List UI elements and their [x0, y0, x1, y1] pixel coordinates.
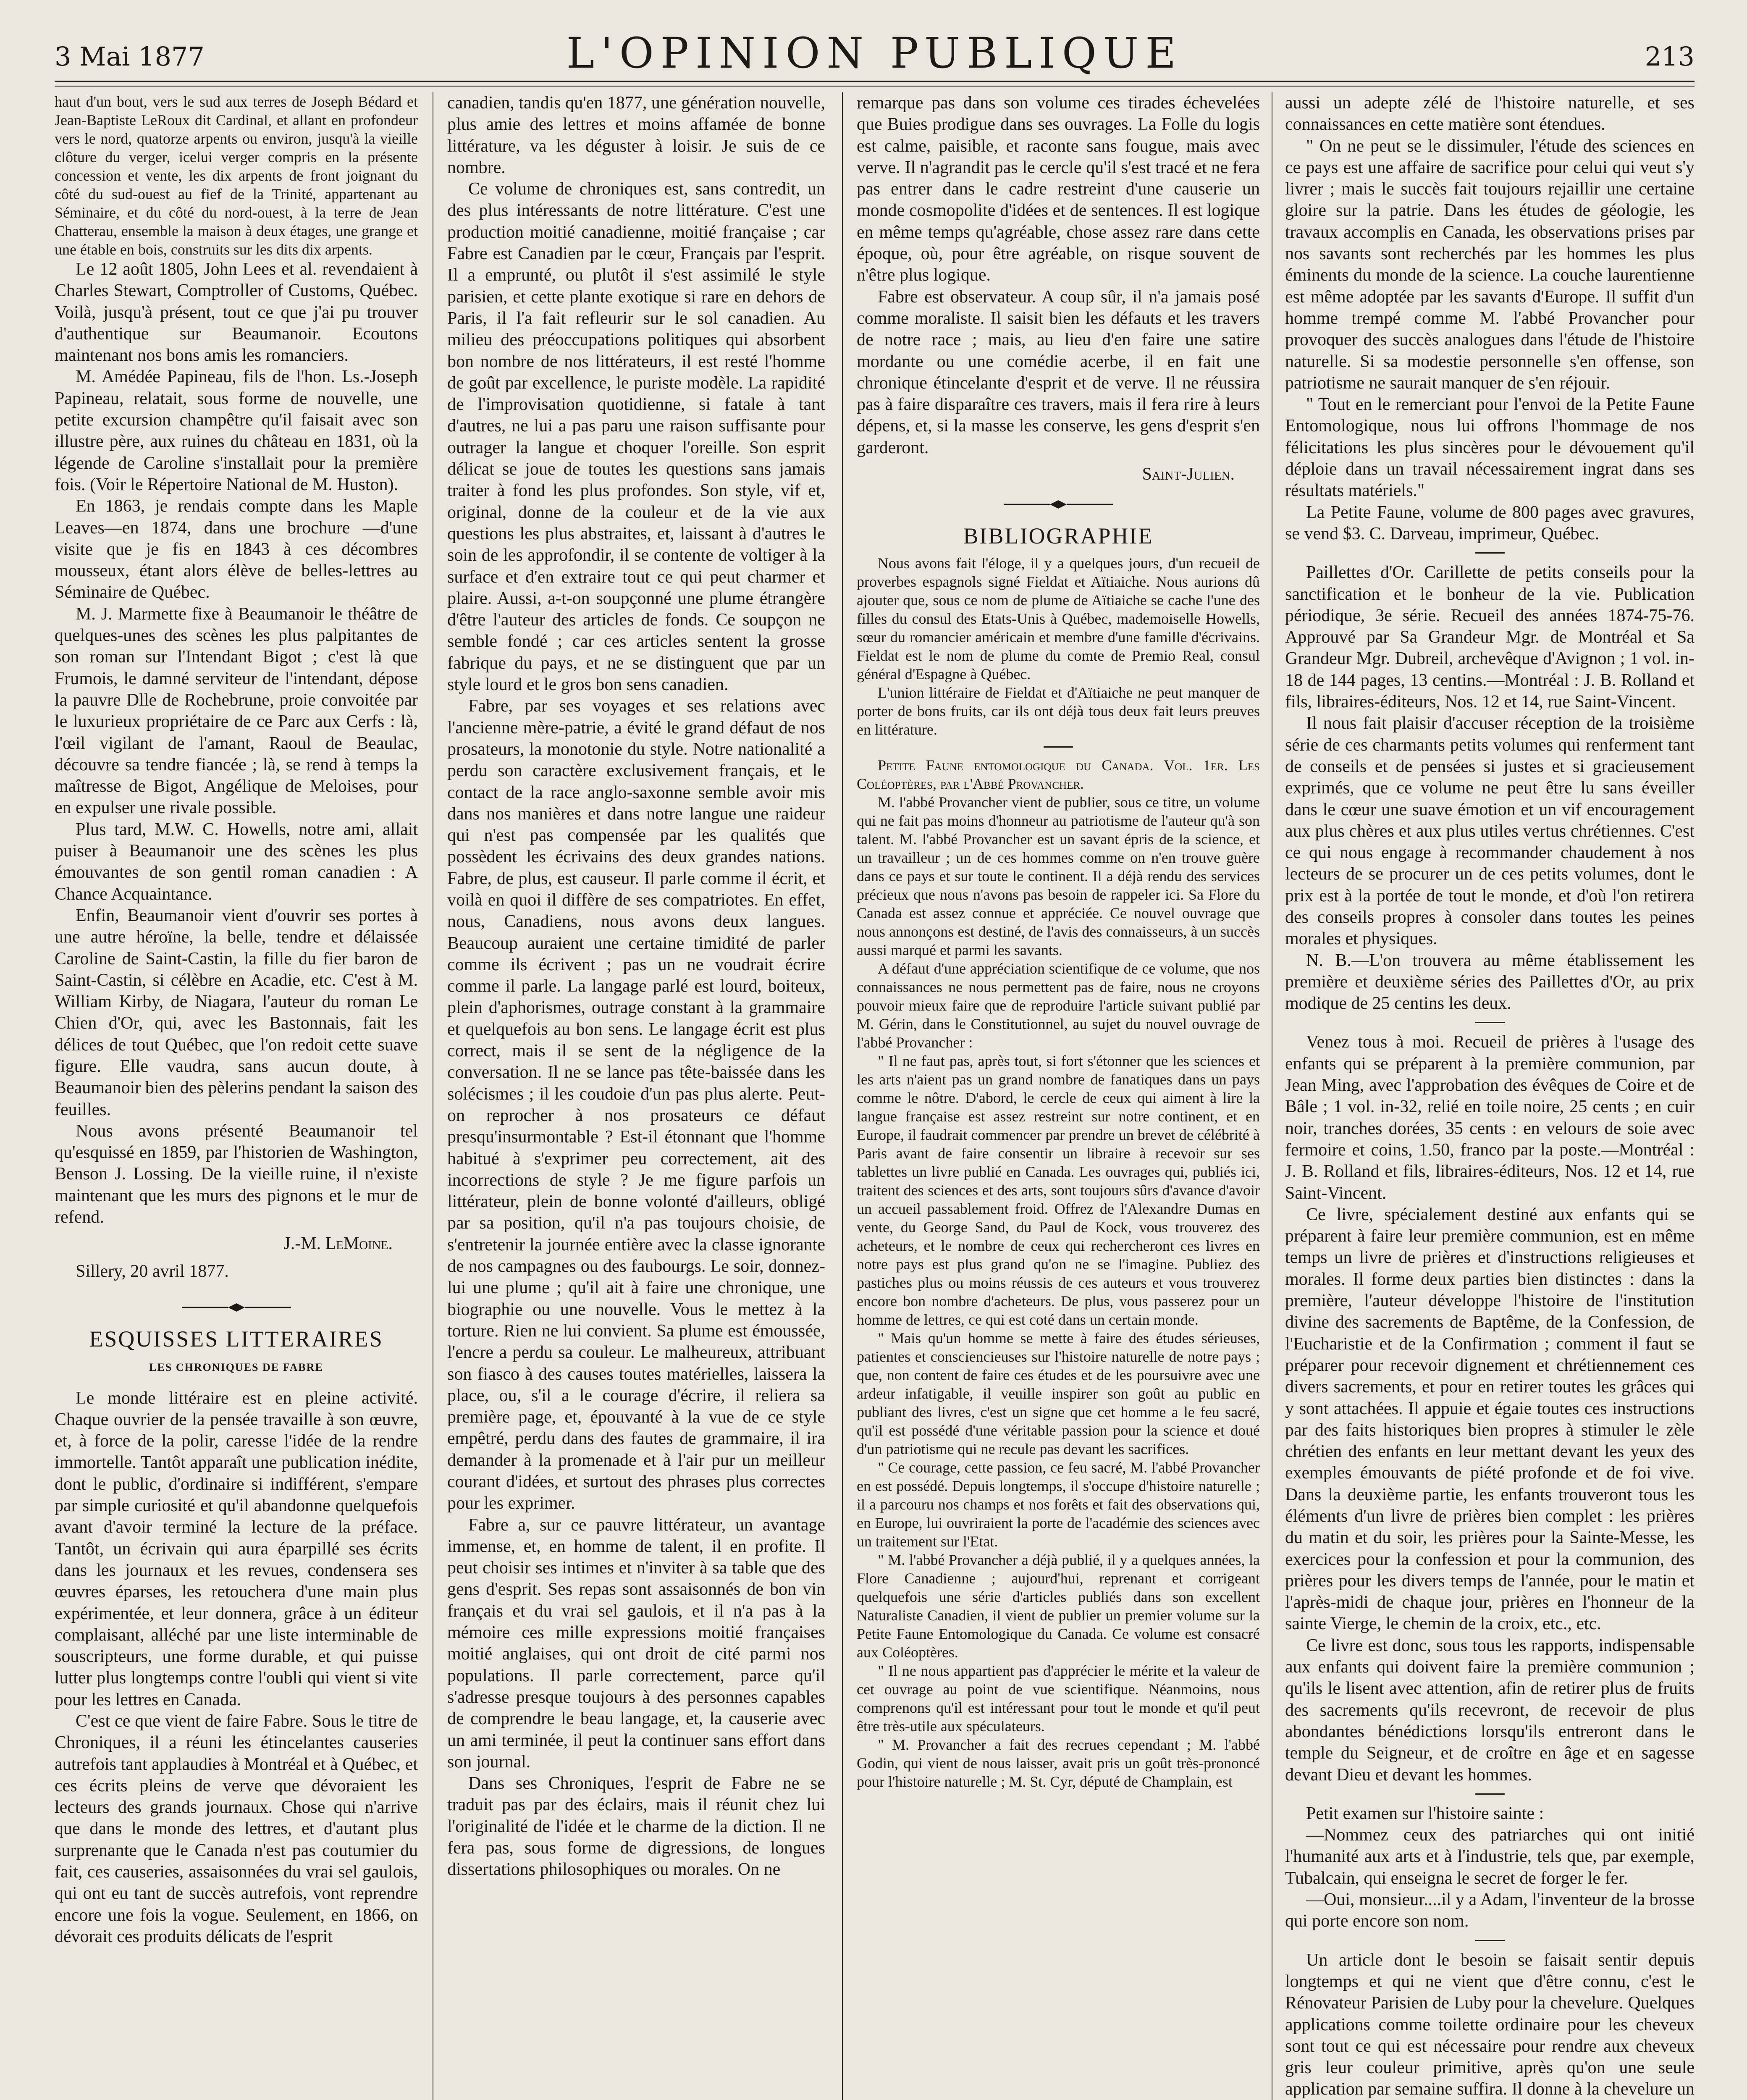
author-signature: Saint-Julien.: [1142, 465, 1235, 484]
paragraph: Dans ses Chroniques, l'esprit de Fabre ne se traduit pas par des éclairs, mais il réunit chez lui l'originalité de l'idée et le charme de la diction. Il ne fera pas, sous forme de digressions, de longues dissertations philosophiques ou morales. On ne: [447, 1774, 825, 1880]
paragraph: C'est ce que vient de faire Fabre. Sous le titre de Chroniques, il a réuni les étincelantes causeries autrefois tant applaudies à Montréal et à Québec, et ces écrits pleins de verve que dévoraient les lecteurs des grands journaux. Chose qui n'arrive que dans le monde des lettres, et d'autant plus surprenante que le Canada n'est pas coutumier du fait, ces causeries, assaisonnées du vrai sel gaulois, qui ont eu tant de succès autrefois, vont reprendre encore une fois la vogue. Seulement, en 1866, on dévorait ces produits délicats de l'esprit: [55, 1712, 418, 1946]
section-heading: BIBLIOGRAPHIE: [963, 523, 1154, 549]
paragraph: haut d'un bout, vers le sud aux terres de Joseph Bédard et Jean-Baptiste LeRoux dit Cardinal, et allant en profondeur vers le nord, quatorze arpents ou environ, jusqu'à la vieille clôture du verger, icelui verger compris en la présente concession et vente, les dix arpents de front joignant du côté du sud-ouest au fief de la Trinité, appartenant au Séminaire, et du côté du nord-ouest, à la terre de Jean Chatterau, ensemble la maison à deux étages, une grange et une étable en bois, construits sur les dits dix arpents.: [55, 93, 418, 258]
paragraph: —Oui, monsieur....il y a Adam, l'inventeur de la brosse qui porte encore son nom.: [1285, 1890, 1695, 1931]
paragraph: Nous avons fait l'éloge, il y a quelques jours, d'un recueil de proverbes espagnols signé Fieldat et Aïtiaiche. Nous aurions dû ajouter que, sous ce nom de plume de Aïtiaiche se cache l'une des filles du consul des Etats-Unis à Québec, mademoiselle Howells, sœur du romancier américain et membre d'une famille d'écrivains. Fieldat est le nom de plume du comte de Premio Real, consul général d'Espagne à Québec.: [857, 554, 1260, 682]
paragraph: Ce livre, spécialement destiné aux enfants qui se préparent à faire leur première communion, est en même temps un livre de prières et d'instructions religieuses et morales. Il forme deux parties bien distinctes : dans la première, l'auteur développe l'histoire de l'institution divine des sacrements de Baptême, de la Confession, de l'Eucharistie et de la Confirmation ; comment il faut se préparer pour recevoir dignement et chrétiennement ces divers sacrements, et pour en retirer toutes les grâces qui y sont attachées. Il appuie et égaie toutes ces instructions par des faits historiques bien propres à stimuler le zèle chrétien des enfants en leur mettant devant les yeux des exemples émouvants de piété profonde et de foi vive. Dans la deuxième partie, les enfants trouveront tous les éléments d'un livre de prières bien complet : les prières du matin et du soir, les prières pour la Sainte-Messe, les exercices pour la confession et pour la communion, des prières pour les divers temps de l'année, pour le matin et l'après-midi de chaque jour, prières en l'honneur de la sainte Vierge, le chemin de la croix, etc., etc.: [1285, 1205, 1695, 1634]
paragraph: " M. Provancher a fait des recrues cependant ; M. l'abbé Godin, qui vient de nous laisser, avait pris un goût très-prononcé pour l'histoire naturelle ; M. St. Cyr, député de Champlain, est: [857, 1736, 1260, 1790]
column-1: [55, 92, 418, 2100]
paragraph: Plus tard, M.W. C. Howells, notre ami, allait puiser à Beaumanoir une des scènes les plus émouvantes de son gentil roman canadien : A Chance Acquaintance.: [55, 819, 418, 904]
book-entry: Venez tous à moi. Recueil de prières à l'usage des enfants qui se préparent à la première communion, par Jean Ming, avec l'approbation des évêques de Coire et de Bâle ; 1 vol. in-32, relié en toile noire, 25 cents ; en cuir noir, tranches dorées, 35 cents : en velours de soie avec fermoire et coins, 1.50, franco par la poste.—Montréal : J. B. Rolland et fils, libraires-éditeurs, Nos. 12 et 14, rue Saint-Vincent.: [1285, 1032, 1695, 1203]
paragraph: " Tout en le remerciant pour l'envoi de la Petite Faune Entomologique, nous lui offrons l'hommage de nos félicitations les plus sincères pour le dévouement qu'il déploie dans un travail nécessairement ingrat dans ses résultats matériels.": [1285, 395, 1695, 501]
paragraph: —Nommez ceux des patriarches qui ont initié l'humanité aux arts et à l'industrie, tels que, par exemple, Tubalcain, qui enseigna le secret de forger le fer.: [1285, 1825, 1695, 1888]
paragraph: " On ne peut se le dissimuler, l'étude des sciences en ce pays est une affaire de sacrifice pour celui qui veut s'y livrer ; mais le succès fait toujours rejaillir une certaine gloire sur la patrie. Dans les études de géologie, les travaux accomplis en Canada, les observations prises par nos savants sont recherchés par les hommes les plus éminents du monde de la science. La couche laurentienne est même adoptée par les savants d'Europe. Il suffit d'un homme trempé comme M. l'abbé Provancher pour provoquer des succès analogues dans l'étude de l'histoire naturelle. Si sa modestie personnelle s'en offense, son patriotisme ne saurait manquer de s'en réjouir.: [1285, 136, 1695, 393]
page-number: 213: [1645, 41, 1695, 72]
short-rule: [1475, 1940, 1505, 1941]
paragraph: N. B.—L'on trouvera au même établissement les première et deuxième séries des Paillettes d'Or, au prix modique de 25 centins les deux.: [1285, 950, 1695, 1013]
paragraph: Il nous fait plaisir d'accuser réception de la troisième série de ces charmants petits volumes qui renferment tant de conseils et de pensées si justes et si gracieusement exprimés, que ce volume ne peut être lu sans éveiller dans le cœur une suave émotion et un vif encouragement aux plus chères et aux plus utiles vertus chrétiennes. C'est ce qui nous engage à recommander chaudement à nos lecteurs de se procurer un de ces petits volumes, dont le prix est à la portée de tout le monde, et d'où l'on retirera des conseils propres à consoler dans toutes les peines morales et physiques.: [1285, 714, 1695, 949]
paragraph: Ce volume de chroniques est, sans contredit, un des plus intéressants de notre littérature. C'est une production moitié canadienne, moitié française ; car Fabre est Canadien par le cœur, Français par l'esprit. Il a emprunté, ou plutôt il s'est assimilé le style parisien, et cette plante exotique si rare en dehors de Paris, il l'a fait refleurir sur le sol canadien. Au milieu des préoccupations politiques qui absorbent bon nombre de nos littérateurs, il est resté l'homme de goût par excellence, le puriste modèle. La rapidité de l'improvisation quotidienne, si fatale à tant d'autres, ne lui a pas paru une raison suffisante pour outrager la langue et choquer l'oreille. Son esprit délicat se joue de toutes les questions sans jamais traiter à fond les plus profondes. Son style, vif et, original, donne de la couleur et de la vie aux questions les plus abstraites, et, laissant à d'autres le soin de les approfondir, il se contente de voltiger à la surface et d'en extraire tout ce qui peut charmer et plaire. Aussi, a-t-on soupçonné une plume étrangère d'être l'auteur des articles de fonds. Ce soupçon ne semble fondé ; car ces articles sentent la grosse fabrique du pays, et ne se distinguent que par un style lourd et le gros bon sens canadien.: [447, 179, 825, 695]
column-4: [1285, 92, 1695, 2100]
paragraph: " Il ne faut pas, après tout, si fort s'étonner que les sciences et les arts n'aient pas un grand nombre de fanatiques dans un pays comme le nôtre. D'abord, le cercle de ceux qui aiment à lire la langue française est assez restreint sur notre continent, et en Europe, il faudrait commencer par prendre un brevet de célébrité à Paris avant de faire consentir un libraire à recevoir sur ses tablettes un livre publié en Canada. Les ouvrages qui, publiés ici, traitent des sciences et des arts, sont toujours sûrs d'avance d'avoir un accueil passablement froid. Offrez de l'Alexandre Dumas en vente, du George Sand, du Paul de Kock, vous trouverez des acheteurs, et le nombre de ceux qui rechercheront ces livres en notre pays est plus grand qu'on ne se l'imagine. Publiez des pastiches plus ou moins réussis de ces auteurs et vous trouverez encore bon nombre d'acheteurs. De plus, vous passerez pour un homme de lettres, ce qui est coté dans un certain monde.: [857, 1052, 1260, 1328]
paragraph: Fabre est observateur. A coup sûr, il n'a jamais posé comme moraliste. Il saisit bien les défauts et les travers de notre race ; mais, au lieu d'en faire une satire mordante ou une comédie acerbe, il en fait une chronique étincelante d'esprit et de verve. Il ne réussira pas à faire disparaître ces travers, mais il fera rire à leurs dépens, et, si la masse les conserve, les gens d'esprit s'en garderont.: [857, 287, 1260, 457]
paragraph: Fabre a, sur ce pauvre littérateur, un avantage immense, et, en homme de talent, il en profite. Il peut choisir ses intimes et n'inviter à sa table que des gens d'esprit. Ses repas sont assaisonnés de bon vin français et du vrai sel gaulois, et il n'a pas à la mémoire ces mille expressions moitié françaises moitié anglaises, qui ont droit de cité parmi nos populations. Il parle correctement, parce qu'il s'adresse presque toujours à des personnes capables de comprendre le beau langage, et, la causerie avec un ami terminée, il peut la continuer sans effort dans son journal.: [447, 1515, 825, 1772]
paragraph: Ce livre est donc, sous tous les rapports, indispensable aux enfants qui doivent faire la première communion ; qu'ils le lisent avec attention, afin de retirer plus de fruits des sacrements qu'ils recevront, de recevoir de plus abondantes bénédictions lorsqu'ils entreront dans le temple du Seigneur, et de croître en âge et en sagesse devant Dieu et devant les hommes.: [1285, 1635, 1695, 1785]
header-rule: [55, 81, 1695, 82]
article-subheading: LES CHRONIQUES DE FABRE: [149, 1361, 323, 1374]
section-heading: ESQUISSES LITTERAIRES: [89, 1326, 383, 1352]
column-2: [447, 92, 825, 2100]
ornament-divider: [55, 1299, 418, 1316]
column-3: [857, 92, 1260, 2100]
column-divider: [842, 92, 843, 2100]
paragraph: M. J. Marmette fixe à Beaumanoir le théâtre de quelques-unes des scènes les plus palpitantes de son roman sur l'Intendant Bigot ; c'est là que Frumois, le damné serviteur de l'intendant, dépose la pauvre Dlle de Rochebrune, proie convoitée par le luxurieux propriétaire de ce Parc aux Cerfs : là, l'œil vigilant de l'amant, Raoul de Beaulac, découvre sa tendre fiancée ; là, se rend à temps la maîtresse de Bigot, Angélique de Meloises, pour en expulser une rivale possible.: [55, 604, 418, 818]
paragraph: Le 12 août 1805, John Lees et al. revendaient à Charles Stewart, Comptroller of Customs, Québec. Voilà, jusqu'à présent, tout ce que j'ai pu trouver d'authentique sur Beaumanoir. Ecoutons maintenant nos bons amis les romanciers.: [55, 260, 418, 365]
paragraph: " Mais qu'un homme se mette à faire des études sérieuses, patientes et consciencieuses sur l'histoire naturelle de notre pays ; que, non content de faire ces études et de les poursuivre avec une ardeur infatigable, il veuille inspirer son goût au public en publiant des livres, c'est un signe que cet homme a le feu sacré, qu'il est possédé d'une véritable passion pour la science et doué d'un patriotisme qui ne recule pas devant les sacrifices.: [857, 1329, 1260, 1457]
paragraph: L'union littéraire de Fieldat et d'Aïtiaiche ne peut manquer de porter de bons fruits, car ils ont déjà tous deux fait leurs preuves en littérature.: [857, 684, 1260, 738]
newspaper-title: L'OPINION PUBLIQUE: [566, 29, 1183, 78]
paragraph: M. Amédée Papineau, fils de l'hon. Ls.-Joseph Papineau, relatait, sous forme de nouvelle, une petite excursion champêtre qu'il faisait avec son illustre père, aux ruines du château en 1831, où la légende de Caroline s'installait pour la première fois. (Voir le Répertoire National de M. Huston).: [55, 367, 418, 494]
masthead: [55, 16, 1695, 79]
book-entry: Paillettes d'Or. Carillette de petits conseils pour la sanctification et le bonheur de la vie. Publication périodique, 3e série. Recueil des années 1874-75-76. Approuvé par Sa Grandeur Mgr. de Montréal et Sa Grandeur Mgr. Dubreil, archevêque d'Avignon ; 1 vol. in-18 de 144 pages, 13 centins.—Montréal : J. B. Rolland et fils, libraires-éditeurs, Nos. 12 et 14, rue Saint-Vincent.: [1285, 563, 1695, 712]
paragraph: Le monde littéraire est en pleine activité. Chaque ouvrier de la pensée travaille à son œuvre, et, à force de la polir, caresse l'idée de la rendre immortelle. Tantôt apparaît une publication inédite, dont le public, d'ordinaire si indifférent, s'empare par simple curiosité et qu'il abandonne quelquefois avant d'avoir terminé la lecture de la préface. Tantôt, un écrivain qui aura éparpillé ses écrits dans les journaux et les revues, condensera ses œuvres éparses, les retouchera d'une main plus expérimentée, et leur donnera, grâce à un éditeur complaisant, alléché par une liste interminable de souscripteurs, une forme durable, et qui puisse lutter plus longtemps contre l'oubli qui vient si vite pour les lettres en Canada.: [55, 1388, 418, 1709]
short-rule: [1475, 1793, 1505, 1795]
paragraph: Petit examen sur l'histoire sainte :: [1306, 1803, 1544, 1823]
short-rule: [1044, 746, 1073, 748]
paragraph: En 1863, je rendais compte dans les Maple Leaves—en 1874, dans une brochure —d'une visite que je fis en 1843 à ces décombres mousseux, étant alors élève de belles-lettres au Séminaire de Québec.: [55, 496, 418, 602]
paragraph: " Ce courage, cette passion, ce feu sacré, M. l'abbé Provancher en est possédé. Depuis longtemps, il s'occupe d'histoire naturelle ; il a parcouru nos champs et nos forêts et fait des observations qui, en Europe, lui ouvriraient la porte de l'académie des sciences avec un traitement sur l'Etat.: [857, 1459, 1260, 1550]
continued-passage: [55, 92, 418, 259]
paragraph: Nous avons présenté Beaumanoir tel qu'esquissé en 1859, par l'historien de Washington, Benson J. Lossing. De la vieille ruine, il n'existe maintenant que les murs des pignons et le mur de refend.: [55, 1121, 418, 1227]
paragraph: La Petite Faune, volume de 800 pages avec gravures, se vend $3. C. Darveau, imprimeur, Québec.: [1285, 502, 1695, 543]
paragraph: remarque pas dans son volume ces tirades échevelées que Buies prodigue dans ses ouvrages. La Folle du logis est calme, paisible, et raconte sans fougue, mais avec verve. Il n'agrandit pas le cercle qu'il s'est tracé et ne fera pas entrer dans le cadre restreint d'une causerie un monde cosmopolite d'idées et de sentences. Il est logique en même temps qu'agréable, chose assez rare dans cette époque, où, pour être agréable, on risque souvent de n'être plus logique.: [857, 93, 1260, 285]
paragraph: Enfin, Beaumanoir vient d'ouvrir ses portes à une autre héroïne, la belle, tendre et délaissée Caroline de Saint-Castin, la fille du fier baron de Saint-Castin, si célèbre en Acadie, etc. C'est à M. William Kirby, de Niagara, l'auteur du roman Le Chien d'Or, qui, avec les Bastonnais, fait les délices de tout Québec, que l'on redoit cette suave figure. Elle vaudra, sans aucun doute, à Beaumanoir bien des pèlerins pendant la saison des feuilles.: [55, 906, 418, 1119]
issue-date: 3 Mai 1877: [55, 41, 205, 72]
book-entry-title: Petite Faune entomologique du Canada. Vol. 1er. Les Coléoptères, par l'Abbé Provancher.: [857, 756, 1260, 792]
paragraph: " Il ne nous appartient pas d'apprécier le mérite et la valeur de cet ouvrage au point de vue scientifique. Néanmoins, nous comprenons qu'il est intéressant pour tout le monde et qu'il peut être très-utile aux spéculateurs.: [857, 1662, 1260, 1735]
paragraph: aussi un adepte zélé de l'histoire naturelle, et ses connaissances en cette matière sont étendues.: [1285, 93, 1695, 134]
author-signature: J.-M. LeMoine.: [283, 1234, 393, 1254]
paragraph: A défaut d'une appréciation scientifique de ce volume, que nos connaissances ne nous permettent pas de faire, nous ne croyons pouvoir mieux faire que de reproduire l'article suivant publié par M. Gérin, dans le Constitutionnel, au sujet du nouvel ouvrage de l'abbé Provancher :: [857, 960, 1260, 1051]
header-rule-thin: [55, 86, 1695, 87]
dateline: Sillery, 20 avril 1877.: [76, 1261, 229, 1281]
paragraph: M. l'abbé Provancher vient de publier, sous ce titre, un volume qui ne fait pas moins d'honneur au patriotisme de l'auteur qu'à son talent. M. l'abbé Provancher est un savant épris de la science, et un travailleur ; un de ces hommes comme on n'en trouve guère dans ce pays et sur toute le continent. Il a déjà rendu des services précieux que nous n'avons pas besoin de rappeler ici. Sa Flore du Canada est assez connue et appréciée. Ce nouvel ouvrage que nous annonçons est destiné, de l'avis des connaisseurs, à un succès aussi marqué et parmi les savants.: [857, 793, 1260, 958]
bibliography-section: [857, 554, 1260, 1791]
paragraph: canadien, tandis qu'en 1877, une génération nouvelle, plus amie des lettres et moins affamée de bonne littérature, va les déguster à loisir. Je suis de ce nombre.: [447, 93, 825, 177]
paragraph: " M. l'abbé Provancher a déjà publié, il y a quelques années, la Flore Canadienne ; aujourd'hui, reprenant et corrigeant quelquefois une série d'articles publiés dans son excellent Naturaliste Canadien, il vient de publier un premier volume sur la Petite Faune Entomologique du Canada. Ce volume est consacré aux Coléoptères.: [857, 1551, 1260, 1661]
paragraph: Fabre, par ses voyages et ses relations avec l'ancienne mère-patrie, a évité le grand défaut de nos prosateurs, la monotonie du style. Notre nationalité a perdu son caractère exclusivement français, et le contact de la race anglo-saxonne semble avoir mis dans nos manières et dans notre langue une raideur qui n'est pas compensée par les qualités que possèdent les écrivains des deux grandes nations. Fabre, de plus, est causeur. Il parle comme il écrit, et voilà en quoi il diffère de ses compatriotes. En effet, nous, Canadiens, nous avons deux langues. Beaucoup auraient une certaine timidité de parler comme ils écrivent ; pas un ne voudrait écrire comme il parle. La langage parlé est lourd, boiteux, plein d'aphorismes, outrage constant à la grammaire et quelquefois au bon sens. Le langage écrit est plus correct, mais il se sent de la négligence de la conversation. Il ne se lance pas tête-baissée dans les solécismes ; il les coudoie d'un pas plus alerte. Peut-on reprocher à nos prosateurs ce défaut presqu'insurmontable ? Est-il étonnant que l'homme habitué à s'exprimer peu correctement, ait des incorrections de style ? Je me figure parfois un littérateur, plein de bonne volonté d'ailleurs, obligé par sa position, qu'il n'a pas toujours choisie, de s'entretenir la journée entière avec la classe ignorante de nos campagnes ou des faubourgs. Le soir, donnez-lui une plume ; qu'il ait à faire une chronique, une biographie ou une nouvelle. Vous le mettez à la torture. Rien ne lui convient. Sa plume est émoussée, l'encre a perdu sa couleur. Le malheureux, attribuant son fiasco à des causes toutes matérielles, laissera la place, ou, s'il a le courage d'écrire, il reliera sa première page, et, épouvanté à la vue de ce style empêtré, perdu dans des fautes de grammaire, il ira demander à la promenade et à l'air pur un meilleur courant d'idées, et surtout des phrases plus correctes pour les exprimer.: [447, 696, 825, 1513]
ornament-divider: [857, 496, 1260, 513]
short-rule: [1475, 552, 1505, 554]
advertisement-paragraph: Un article dont le besoin se faisait sentir depuis longtemps et qui ne vient que d'être connu, c'est le Rénovateur Parisien de Luby pour la chevelure. Quelques applications comme toilette ordinaire pour les cheveux sont tout ce qui est nécessaire pour rendre aux cheveux gris leur couleur primitive, après qu'on une seule application par semaine suffira. Il donne à la chevelure un: [1285, 1950, 1695, 2099]
short-rule: [1475, 1022, 1505, 1023]
